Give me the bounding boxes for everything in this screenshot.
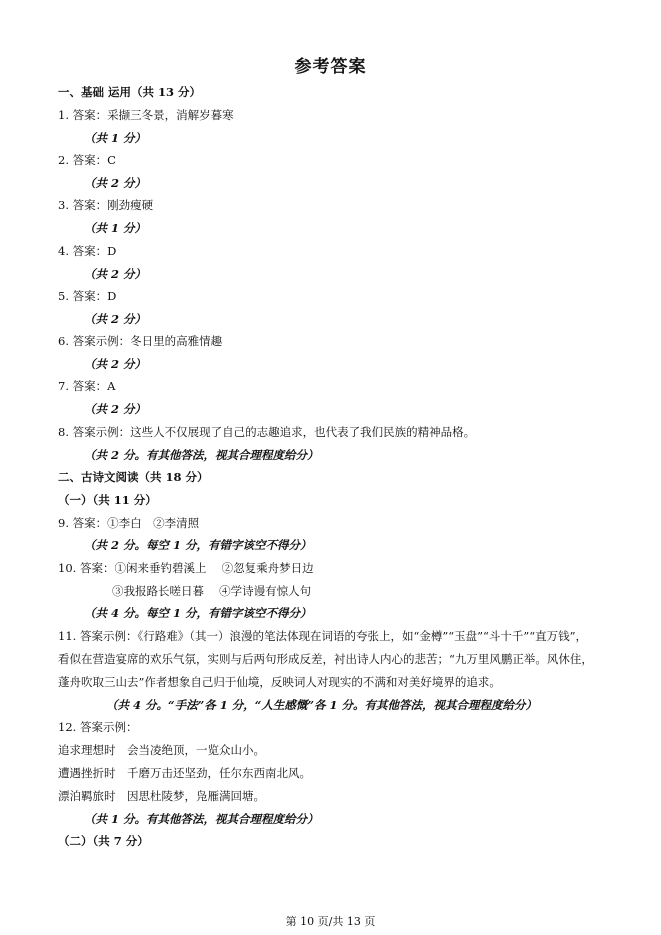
q3-answer: 3. 答案：刚劲瘦硬 [58,198,154,212]
section2-header: 二、古诗文阅读（共 18 分） [58,470,209,484]
section1-header: 一、基础 运用（共 13 分） [58,85,202,99]
page-footer: 第 10 页/共 13 页 [285,915,376,928]
q5-score: （共 2 分） [84,312,147,326]
q8-answer: 8. 答案示例：这些人不仅展现了自己的志趣追求，也代表了我们民族的精神品格。 [58,425,476,439]
q6-answer: 6. 答案示例：冬日里的高雅情趣 [58,334,223,348]
q10-score: （共 4 分。每空 1 分，有错字该空不得分） [84,606,312,620]
q12-answer-line1: 追求理想时 会当凌绝顶，一览众山小。 [58,743,265,757]
q10-answer-line1: 10. 答案：①闲来垂钓碧溪上 ②忽复乘舟梦日边 [58,561,314,575]
q9-answer: 9. 答案：①李白 ②李清照 [58,516,200,530]
q1-answer: 1. 答案：采撷三冬景，消解岁暮寒 [58,108,234,122]
q12-score: （共 1 分。有其他答法，视其合理程度给分） [84,812,319,826]
subsection-2-header: （二）（共 7 分） [58,834,149,848]
page-title: 参考答案 [294,57,367,77]
q11-answer-line3: 蓬舟吹取三山去”作者想象自己归于仙境，反映词人对现实的不满和对美好境界的追求。 [58,675,501,689]
q7-answer: 7. 答案：A [58,379,116,393]
q11-answer-line2: 看似在营造宴席的欢乐气氛，实则与后两句形成反差，衬出诗人内心的悲苦；“九万里风鹏正举。风休住， [58,652,593,666]
q10-answer-line2: ③我报路长嗟日暮 ④学诗谩有惊人句 [112,584,312,598]
q4-answer: 4. 答案：D [58,244,117,258]
q4-score: （共 2 分） [84,267,147,281]
q12-label: 12. 答案示例： [58,720,138,734]
q5-answer: 5. 答案：D [58,289,117,303]
q1-score: （共 1 分） [84,131,147,145]
q6-score: （共 2 分） [84,357,147,371]
subsection-1-header: （一）（共 11 分） [58,493,157,507]
q11-score: （共 4 分。“手法”各 1 分，“人生感慨”各 1 分。有其他答法，视其合理程度给分） [106,698,537,712]
q2-answer: 2. 答案：C [58,153,116,167]
q7-score: （共 2 分） [84,402,147,416]
q12-answer-line2: 遭遇挫折时 千磨万击还坚劲，任尔东西南北风。 [58,766,311,780]
q8-score: （共 2 分。有其他答法，视其合理程度给分） [84,448,319,462]
q12-answer-line3: 漂泊羁旅时 因思杜陵梦，凫雁满回塘。 [58,789,265,803]
q2-score: （共 2 分） [84,176,147,190]
q11-answer-line1: 11. 答案示例：《行路难》（其一）浪漫的笔法体现在词语的夸张上，如“金樽”“玉盘”“斗十千”“直万钱”， [58,629,587,643]
q9-score: （共 2 分。每空 1 分，有错字该空不得分） [84,538,312,552]
q3-score: （共 1 分） [84,221,147,235]
